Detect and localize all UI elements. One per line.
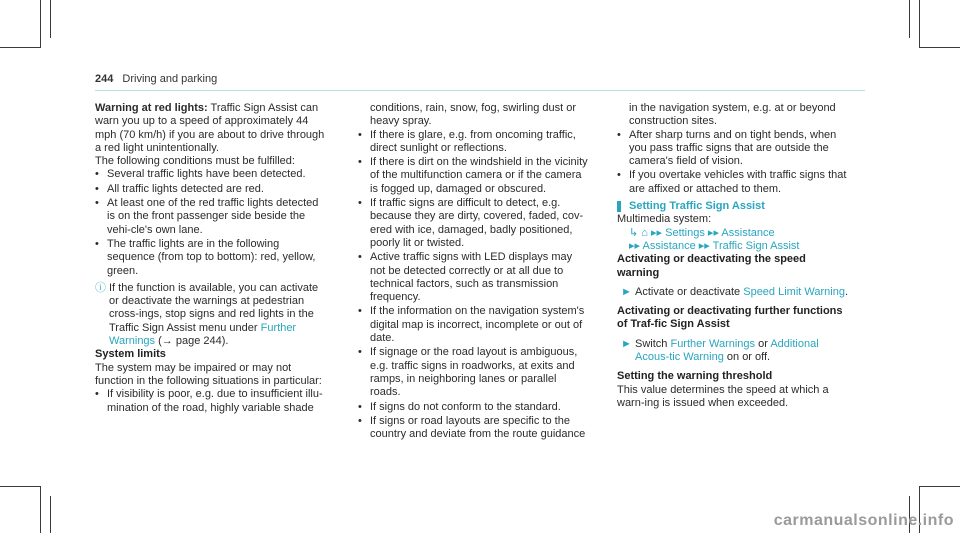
crop-mark <box>919 47 960 48</box>
speed-warning-heading: Activating or deactivating the speed warning <box>617 253 806 279</box>
crop-mark <box>50 496 51 533</box>
crop-mark <box>919 0 920 48</box>
page-header <box>95 73 217 85</box>
crop-mark <box>0 47 41 48</box>
action-step: ► Switch Further Warnings or Additional Acous-tic Warning on or off. <box>617 338 849 365</box>
note: ⓘ If the function is available, you can activate or deactivate the warnings at pedestrian cross-ings, stop signs and red lights in the Traffic Sign Assist menu under Further Warnings (→ page 244). <box>95 281 319 348</box>
list-item: • If there is glare, e.g. from oncoming traffic, direct sunlight or reflections. <box>358 128 576 154</box>
action-arrow-icon: ► <box>621 285 632 298</box>
list-item: • The traffic lights are in the following sequence (from top to bottom): red, yellow, green. <box>95 237 316 277</box>
list-item: • Active traffic signs with LED displays may not be detected correctly or at all due to technical factors, such as transmission frequency. <box>358 251 573 304</box>
system-label: Multimedia system: <box>617 213 712 226</box>
path-assistance-2[interactable]: Assistance <box>642 239 696 252</box>
crop-mark <box>40 486 41 533</box>
list-item: • If you overtake vehicles with traffic signs that are affixed or attached to them. <box>617 169 847 195</box>
further-functions-heading: Activating or deactivating further functions of Traf-fic Sign Assist <box>617 305 843 331</box>
limits-intro: The system may be impaired or may not function in the following situations in particular: <box>95 361 322 387</box>
page-number: 244 <box>95 73 114 85</box>
list-item: • Several traffic lights have been detected. <box>95 168 306 181</box>
list-item: • If signage or the road layout is ambiguous, e.g. traffic signs in roadworks, at exits and ramps, in neighboring lanes or parallel roads. <box>358 346 578 399</box>
conditions-intro: The following conditions must be fulfilled: <box>95 155 295 168</box>
path-assistance[interactable]: Assistance <box>721 226 775 239</box>
column-2 <box>358 102 590 442</box>
path-traffic-sign-assist[interactable]: Traffic Sign Assist <box>712 239 800 252</box>
list-item: • If visibility is poor, e.g. due to insufficient illu-mination of the road, highly variable shade <box>95 388 323 414</box>
list-item: • If there is dirt on the windshield in the vicinity of the multifunction camera or if the camera is fogged up, damaged or obscured. <box>358 156 588 195</box>
path-settings[interactable]: Settings <box>665 226 705 239</box>
list-item: • After sharp turns and on tight bends, when you pass traffic signs that are outside the camera's field of vision. <box>617 128 837 168</box>
column-3 <box>617 102 849 410</box>
header-rule <box>95 90 865 91</box>
list-item: • If signs do not conform to the standard. <box>358 400 561 413</box>
warning-threshold-heading: Setting the warning threshold <box>617 370 773 383</box>
list-item: • If signs or road layouts are specific to the country and deviate from the route guidance <box>358 414 586 441</box>
crop-mark <box>909 0 910 38</box>
speed-limit-warning-link[interactable]: Speed Limit Warning <box>743 285 845 298</box>
info-icon: ⓘ <box>95 281 106 294</box>
crop-mark <box>919 486 960 487</box>
additional-acoustic-warning-link[interactable]: Additional Acous-tic Warning <box>635 337 819 364</box>
watermark: carmanualsonline.info <box>773 512 954 529</box>
crop-mark <box>0 486 41 487</box>
further-warnings-link[interactable]: Further Warnings <box>670 337 756 350</box>
column-1 <box>95 102 327 416</box>
threshold-text: This value determines the speed at which a warn-ing is issued when exceeded. <box>617 383 829 409</box>
home-icon[interactable]: ⌂ <box>641 226 648 239</box>
system-limits-heading: System limits <box>95 348 166 361</box>
continued-text: in the navigation system, e.g. at or beyond construction sites. <box>629 102 836 128</box>
section-title: Driving and parking <box>122 73 218 85</box>
action-arrow-icon: ► <box>621 337 632 350</box>
list-item: • If the information on the navigation system's digital map is incorrect, incomplete or out of date. <box>358 305 585 345</box>
intro-paragraph: Warning at red lights: Traffic Sign Assist can warn you up to a speed of approximately 44 mph (70 km/h) if you are about to drive through a red light unintentionally. <box>95 102 325 154</box>
further-warnings-link[interactable]: Further Warnings <box>109 321 297 348</box>
crop-mark <box>50 0 51 38</box>
section-heading: Setting Traffic Sign Assist <box>617 200 849 213</box>
list-item: • At least one of the red traffic lights detected is on the front passenger side beside the vehi-cle's own lane. <box>95 197 319 236</box>
list-item: • All traffic lights detected are red. <box>95 182 264 195</box>
action-step: ► Activate or deactivate Speed Limit Warning. <box>617 286 849 299</box>
continued-text: conditions, rain, snow, fog, swirling dust or heavy spray. <box>370 102 577 128</box>
menu-path: ↳ ⌂ ▸▸ Settings ▸▸ Assistance ▸▸ Assistance ▸▸ Traffic Sign Assist <box>629 226 800 252</box>
crop-mark <box>40 0 41 48</box>
path-arrow-icon: ↳ <box>629 226 639 239</box>
list-item: • If traffic signs are difficult to detect, e.g. because they are dirty, covered, faded, cov-ered with ice, damaged, badly positioned, poorly lit or twisted. <box>358 197 584 249</box>
